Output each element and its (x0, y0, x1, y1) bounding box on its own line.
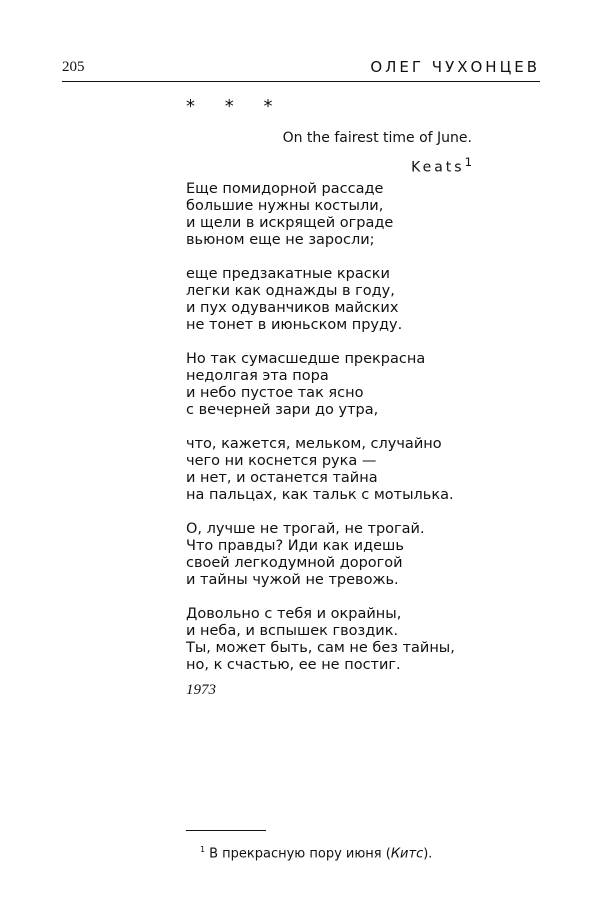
verse-line: легки как однажды в году, (186, 283, 395, 299)
poem-date: 1973 (186, 682, 216, 698)
verse-line: с вечерней зари до утра, (186, 402, 379, 418)
stanza (186, 181, 455, 249)
verse-line: еще предзакатные краски (186, 266, 390, 282)
verse-line: на пальцах, как тальк с мотылька. (186, 487, 454, 503)
verse-line: вьюном еще не заросли; (186, 232, 375, 248)
epigraph-footnote-mark: 1 (464, 155, 472, 169)
verse-line: и нет, и останется тайна (186, 470, 378, 486)
footnote-mark: 1 (200, 845, 206, 854)
footnote-text: В прекрасную пору июня ( (209, 846, 391, 862)
stanza (186, 521, 455, 589)
verse-line: Довольно с тебя и окрайны, (186, 606, 402, 622)
verse-line: большие нужны костыли, (186, 198, 384, 214)
poem-separator: * * * (186, 96, 285, 117)
running-title: ОЛЕГ ЧУХОНЦЕВ (370, 58, 540, 76)
footnote-source: Китс (390, 846, 424, 862)
verse-line: и щели в искрящей ограде (186, 215, 394, 231)
epigraph (283, 126, 472, 180)
poem-body (186, 181, 455, 691)
stanza (186, 606, 455, 674)
epigraph-attribution (283, 150, 472, 180)
verse-line: но, к счастью, ее не постиг. (186, 657, 401, 673)
verse-line: что, кажется, мельком, случайно (186, 436, 442, 452)
verse-line: чего ни коснется рука — (186, 453, 377, 469)
epigraph-text: On the fairest time of June. (282, 130, 472, 146)
verse-line: недолгая эта пора (186, 368, 329, 384)
stanza (186, 351, 455, 419)
verse-line: не тонет в июньском пруду. (186, 317, 403, 333)
verse-line: своей легкодумной дорогой (186, 555, 403, 571)
page-number: 205 (62, 59, 85, 75)
footnote-close: ). (423, 846, 433, 862)
verse-line: и неба, и вспышек гвоздик. (186, 623, 399, 639)
verse-line: и тайны чужой не тревожь. (186, 572, 399, 588)
footnote-divider (186, 830, 266, 831)
verse-line: Ты, может быть, сам не без тайны, (186, 640, 455, 656)
verse-line: Что правды? Иди как идешь (186, 538, 404, 554)
verse-line: Но так сумасшедше прекрасна (186, 351, 426, 367)
footnote (200, 845, 432, 861)
verse-line: Еще помидорной рассаде (186, 181, 384, 197)
epigraph-author: Keats (411, 159, 465, 176)
page-header (62, 57, 540, 82)
verse-line: и небо пустое так ясно (186, 385, 364, 401)
stanza (186, 266, 455, 334)
verse-line: и пух одуванчиков майских (186, 300, 399, 316)
stanza (186, 436, 455, 504)
verse-line: О, лучше не трогай, не трогай. (186, 521, 425, 537)
